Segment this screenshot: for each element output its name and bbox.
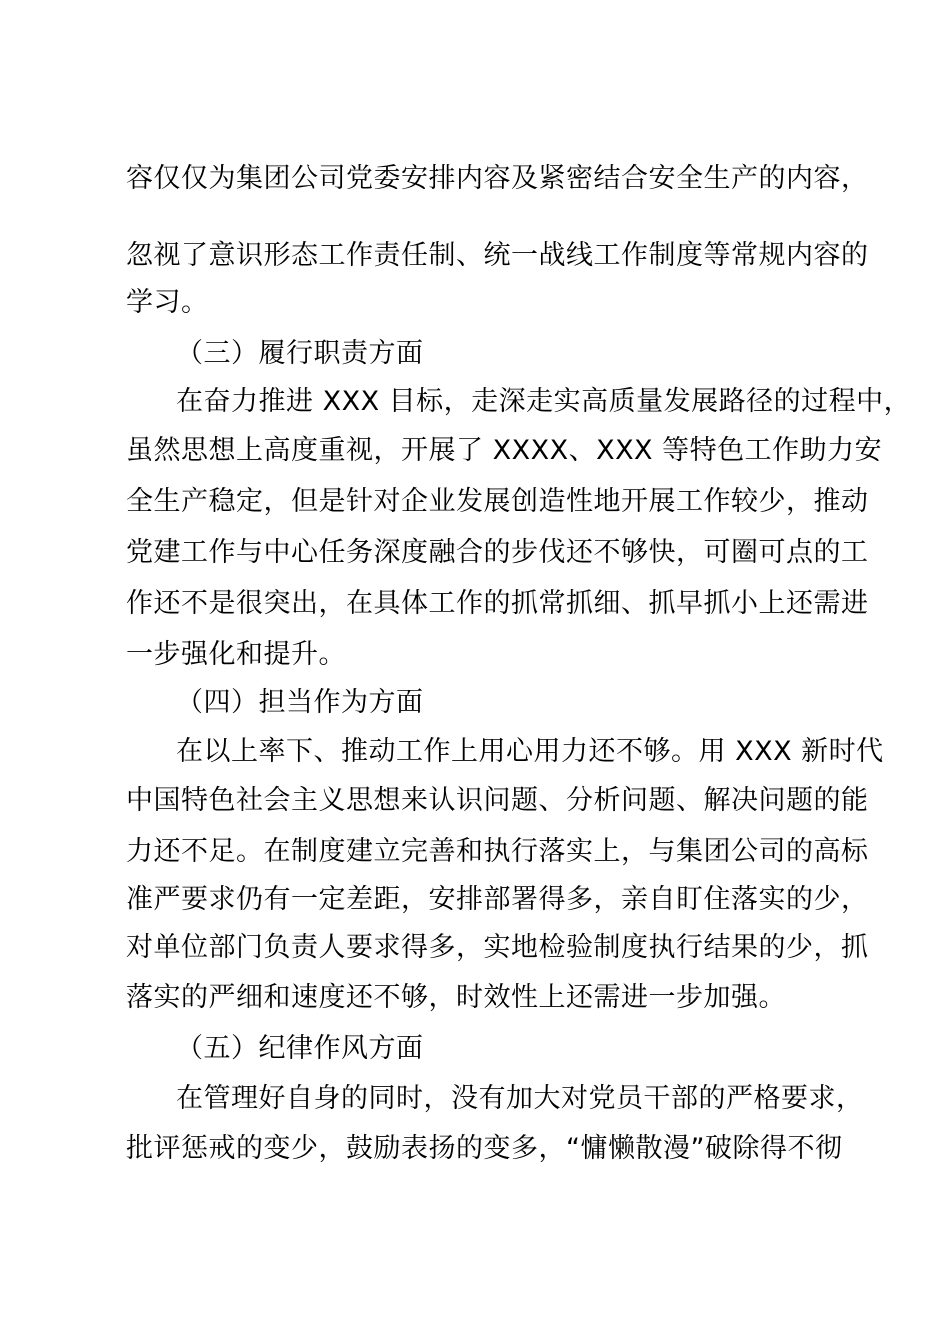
text-line: 在管理好自身的同时，没有加大对党员干部的严格要求， bbox=[176, 1083, 864, 1114]
text-line: 准严要求仍有一定差距，安排部署得多，亲自盯住落实的少， bbox=[126, 884, 869, 915]
section-heading: （三）履行职责方面 bbox=[176, 338, 424, 369]
section-heading: （四）担当作为方面 bbox=[176, 687, 424, 718]
text-line: 批评惩戒的变少，鼓励表扬的变多，“慵懒散漫”破除得不彻 bbox=[126, 1133, 843, 1164]
text-line: 学习。 bbox=[126, 287, 209, 318]
text-line: 在以上率下、推动工作上用心用力还不够。用 XXX 新时代 bbox=[176, 736, 884, 767]
text-line: 作还不是很突出，在具体工作的抓常抓细、抓早抓小上还需进 bbox=[126, 588, 869, 619]
text-line: 一步强化和提升。 bbox=[126, 639, 346, 670]
text-line: 对单位部门负责人要求得多，实地检验制度执行结果的少，抓 bbox=[126, 932, 869, 963]
text-line: 落实的严细和速度还不够，时效性上还需进一步加强。 bbox=[126, 982, 786, 1013]
text-line: 忽视了意识形态工作责任制、统一战线工作制度等常规内容的 bbox=[126, 240, 869, 271]
text-line: 在奋力推进 XXX 目标，走深走实高质量发展路径的过程中， bbox=[176, 386, 912, 417]
text-line: 虽然思想上高度重视，开展了 XXXX、XXX 等特色工作助力安 bbox=[126, 435, 883, 466]
text-line: 容仅仅为集团公司党委安排内容及紧密结合安全生产的内容， bbox=[126, 163, 869, 194]
text-line: 力还不足。在制度建立完善和执行落实上，与集团公司的高标 bbox=[126, 836, 869, 867]
text-line: 全生产稳定，但是针对企业发展创造性地开展工作较少，推动 bbox=[126, 486, 869, 517]
text-line: 中国特色社会主义思想来认识问题、分析问题、解决问题的能 bbox=[126, 785, 869, 816]
section-heading: （五）纪律作风方面 bbox=[176, 1033, 424, 1064]
text-line: 党建工作与中心任务深度融合的步伐还不够快，可圈可点的工 bbox=[126, 537, 869, 568]
